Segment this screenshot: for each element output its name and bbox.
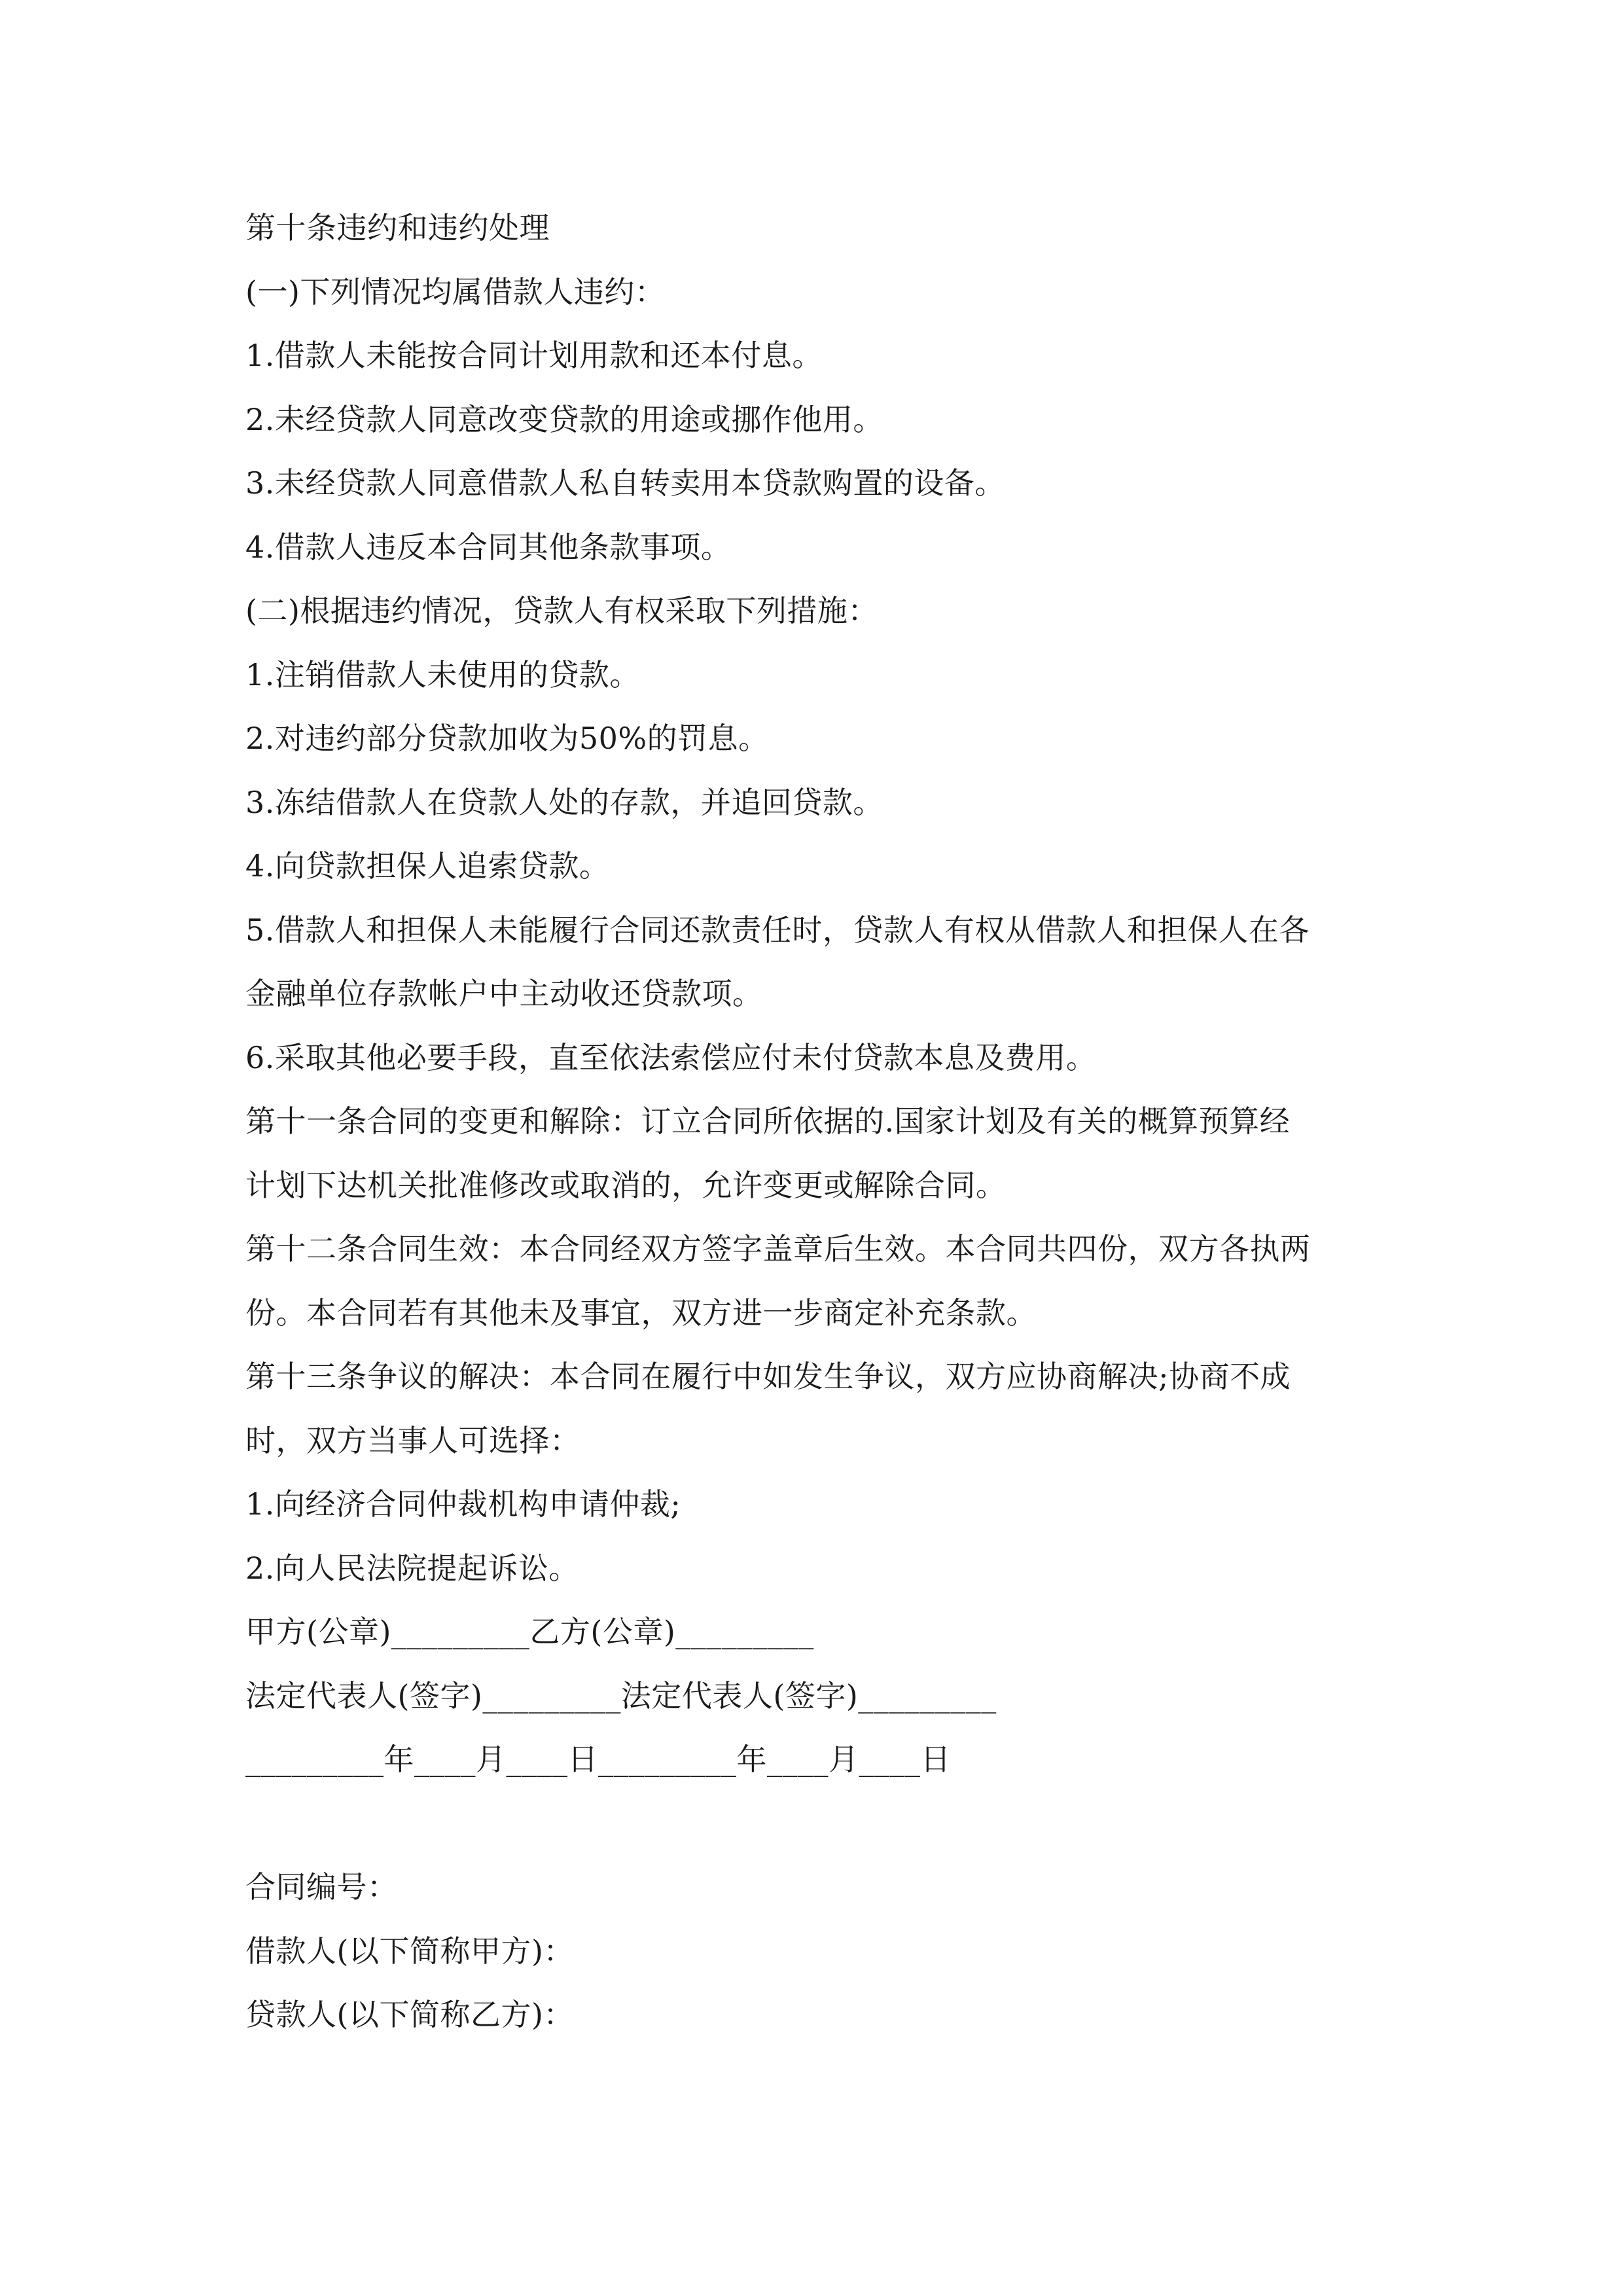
text-line: 份。本合同若有其他未及事宜，双方进一步商定补充条款。 <box>245 1295 1037 1331</box>
signature-line: 法定代表人(签字)_________法定代表人(签字)_________ <box>245 1677 997 1713</box>
article-11-line: 第十一条合同的变更和解除：订立合同所依据的.国家计划及有关的概算预算经 <box>245 1103 1291 1139</box>
text-line: (二)根据违约情况，贷款人有权采取下列措施： <box>245 593 878 628</box>
text-line: 2.未经贷款人同意改变贷款的用途或挪作他用。 <box>245 401 883 437</box>
article-13-line: 第十三条争议的解决：本合同在履行中如发生争议，双方应协商解决;协商不成 <box>245 1359 1291 1394</box>
text-line: (一)下列情况均属借款人违约： <box>245 274 666 310</box>
date-line: _________年____月____日_________年____月____日 <box>245 1742 951 1777</box>
text-line: 1.向经济合同仲裁机构申请仲裁; <box>245 1486 681 1522</box>
text-line: 1.注销借款人未使用的贷款。 <box>245 656 640 692</box>
text-line: 时，双方当事人可选择： <box>245 1422 580 1458</box>
lender-label: 贷款人(以下简称乙方)： <box>245 1997 574 2032</box>
text-line: 4.向贷款担保人追索贷款。 <box>245 848 610 884</box>
text-line: 3.未经贷款人同意借款人私自转卖用本贷款购置的设备。 <box>245 465 1005 501</box>
text-line: 5.借款人和担保人未能履行合同还款责任时，贷款人有权从借款人和担保人在各 <box>245 912 1310 948</box>
document-body <box>245 196 1384 2047</box>
text-line: 2.对违约部分贷款加收为50%的罚息。 <box>245 721 769 756</box>
text-line: 1.借款人未能按合同计划用款和还本付息。 <box>245 338 823 373</box>
text-line: 3.冻结借款人在贷款人处的存款，并追回贷款。 <box>245 784 883 820</box>
article-12-line: 第十二条合同生效：本合同经双方签字盖章后生效。本合同共四份，双方各执两 <box>245 1231 1311 1266</box>
blank-gap <box>245 1792 1384 1856</box>
text-line: 4.借款人违反本合同其他条款事项。 <box>245 529 732 565</box>
text-line: 计划下达机关批准修改或取消的，允许变更或解除合同。 <box>245 1167 1007 1203</box>
text-line: 2.向人民法院提起诉讼。 <box>245 1550 579 1586</box>
seal-line: 甲方(公章)_________乙方(公章)_________ <box>245 1614 814 1649</box>
text-line: 金融单位存款帐户中主动收还贷款项。 <box>245 976 763 1011</box>
text-line: 6.采取其他必要手段，直至依法索偿应付未付贷款本息及费用。 <box>245 1039 1097 1075</box>
article-10-heading: 第十条违约和违约处理 <box>245 210 550 245</box>
borrower-label: 借款人(以下简称甲方)： <box>245 1933 574 1969</box>
contract-number-label: 合同编号： <box>245 1869 398 1905</box>
